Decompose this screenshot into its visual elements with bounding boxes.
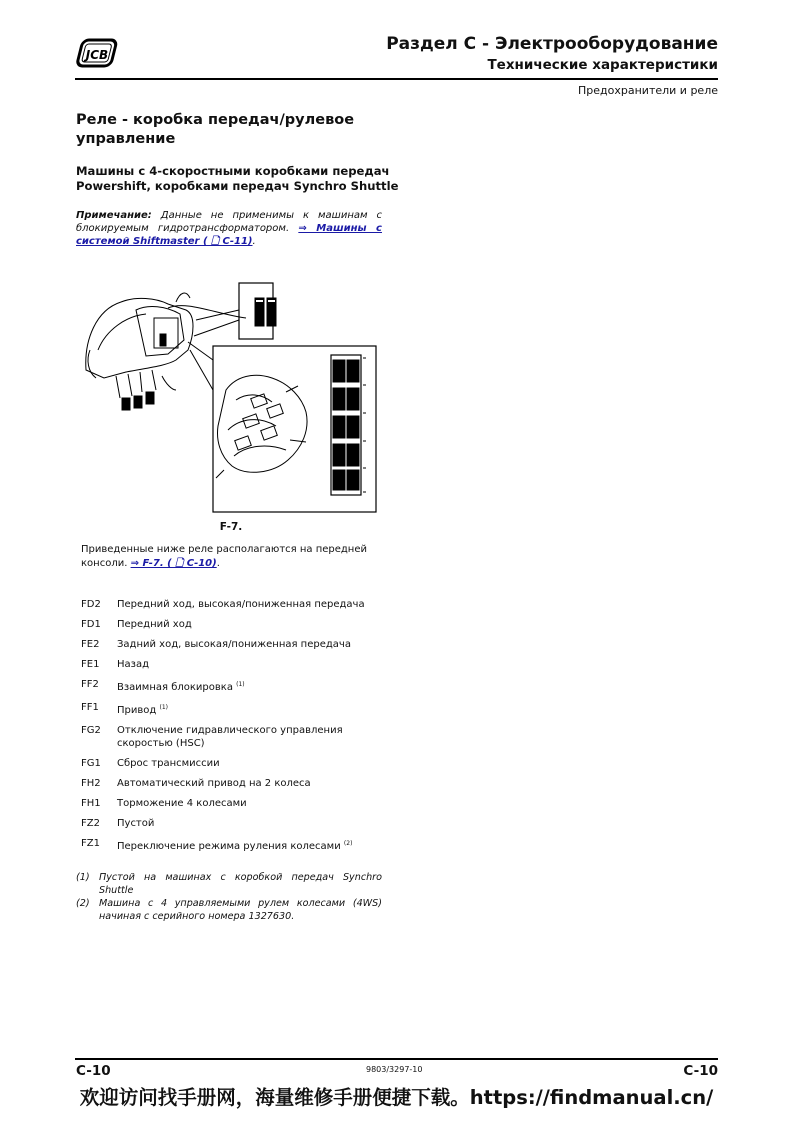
note-end: .	[252, 236, 256, 247]
subtitle-line-1: Машины с 4-скоростными коробками передач	[76, 164, 390, 178]
relay-list	[81, 598, 401, 860]
list-item	[81, 658, 401, 671]
relay-code: FZ1	[81, 838, 100, 849]
relay-desc: Отключение гидравлического управления скоростью (HSC)	[117, 725, 343, 749]
document-number: 9803/3297-10	[366, 1065, 423, 1074]
jcb-logo	[76, 36, 118, 70]
footnote	[76, 897, 382, 923]
shiftmaster-link[interactable]: ⇒ Машины с системой Shiftmaster ( 🗋 C-11)	[76, 223, 382, 247]
relay-code: FD2	[81, 599, 101, 610]
list-item	[81, 797, 401, 810]
list-item	[81, 638, 401, 651]
footnote-ref: (1)	[159, 704, 168, 711]
note-text: Данные не применимы к машинам с блокируемым гидротрансформатором.	[76, 210, 382, 234]
list-item	[81, 837, 401, 853]
footnote-ref: (2)	[343, 840, 353, 847]
relay-desc: Торможение 4 колесами	[117, 798, 247, 809]
list-item	[81, 817, 401, 830]
page-title: Реле - коробка передач/рулевое управление	[76, 112, 355, 147]
intro-end: .	[216, 558, 220, 569]
footnote-number: (2)	[76, 898, 90, 909]
list-item	[81, 618, 401, 631]
header-topic: Предохранители и реле	[578, 84, 718, 97]
relay-desc: Взаимная блокировка $^{(1)}$	[117, 681, 245, 693]
relay-desc: Пустой	[117, 818, 155, 829]
footer-divider	[75, 1058, 718, 1060]
relay-desc: Передний ход	[117, 619, 192, 630]
footnote-ref: (1)	[236, 681, 245, 688]
list-item	[81, 678, 401, 694]
relay-code: FZ2	[81, 818, 100, 829]
relay-location-figure	[76, 280, 386, 518]
relay-code: FE2	[81, 639, 100, 650]
relay-desc: Передний ход, высокая/пониженная передача	[117, 599, 365, 610]
svg-text:JCB: JCB	[85, 48, 109, 62]
page-number-right: C-10	[683, 1063, 718, 1079]
list-item	[81, 777, 401, 790]
relay-desc: Автоматический привод на 2 колеса	[117, 778, 311, 789]
relay-code: FE1	[81, 659, 100, 670]
note-block	[76, 209, 382, 248]
figure-caption: F-7.	[219, 521, 243, 533]
relay-code: FD1	[81, 619, 101, 630]
relay-code: FH1	[81, 798, 101, 809]
intro-text: Приведенные ниже реле располагаются на передней консоли.	[81, 544, 367, 569]
relay-desc: Привод $^{(1)}$	[117, 704, 168, 716]
relay-code: FG1	[81, 758, 101, 769]
footnote-text: Пустой на машинах с коробкой передач Synchro Shuttle	[99, 872, 382, 896]
page-number-left: C-10	[76, 1063, 111, 1079]
header-subtitle: Технические характеристики	[487, 57, 718, 73]
relay-desc: Задний ход, высокая/пониженная передача	[117, 639, 351, 650]
list-item	[81, 724, 401, 750]
relay-inset-small	[194, 283, 276, 339]
footnote-number: (1)	[76, 872, 90, 883]
relay-desc: Назад	[117, 659, 150, 670]
header-divider	[75, 78, 718, 80]
relay-code: FH2	[81, 778, 101, 789]
relay-intro	[81, 543, 381, 571]
relay-desc: Переключение режима руления колесами $^{(2)}$	[117, 840, 353, 852]
relay-code: FG2	[81, 725, 101, 736]
console-illustration	[86, 293, 246, 410]
relay-desc: Сброс трансмиссии	[117, 758, 220, 769]
footnote-text: Машина с 4 управляемыми рулем колесами (4WS) начиная с серийного номера 1327630.	[99, 898, 382, 922]
footnote	[76, 871, 382, 897]
note-label: Примечание:	[76, 210, 152, 221]
subtitle-line-2: Powershift, коробками передач Synchro Shuttle	[76, 179, 399, 193]
relay-code: FF1	[81, 702, 99, 713]
relay-inset-large	[188, 342, 376, 512]
list-item	[81, 757, 401, 770]
watermark-banner: 欢迎访问找手册网，海量维修手册便捷下载。https://findmanual.cn/	[79, 1086, 714, 1109]
list-item	[81, 598, 401, 611]
list-item	[81, 701, 401, 717]
machine-subtitle	[76, 164, 399, 194]
relay-code: FF2	[81, 679, 99, 690]
footnotes	[76, 871, 382, 923]
section-title-header: Раздел C - Электрооборудование	[386, 34, 718, 54]
figure-link[interactable]: ⇒ F-7. ( 🗋 C-10)	[130, 558, 217, 569]
